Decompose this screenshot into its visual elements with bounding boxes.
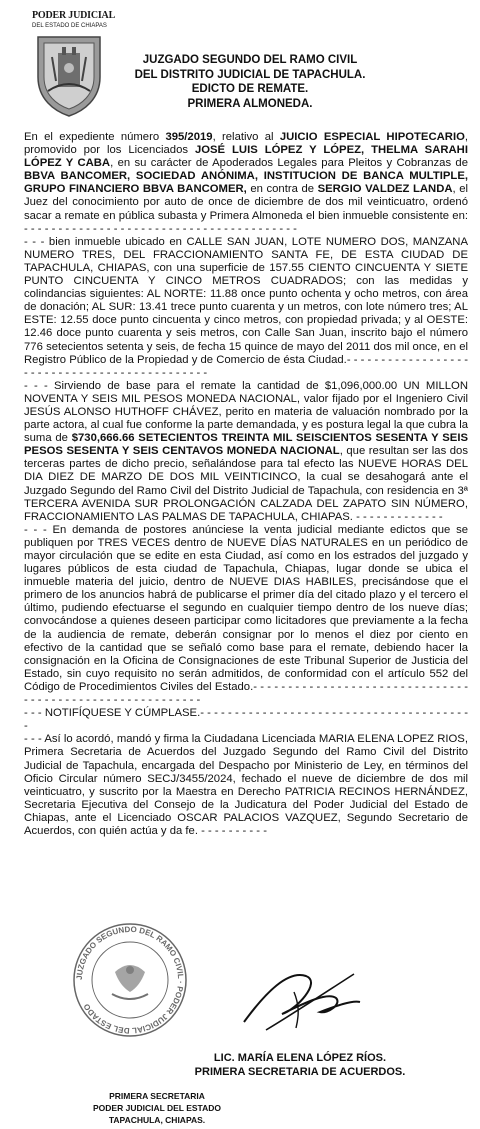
logo-title: PODER JUDICIAL: [32, 10, 116, 21]
trial-type: JUICIO ESPECIAL HIPOTECARIO: [279, 131, 465, 143]
paragraph-notify: - - - NOTIFÍQUESE Y CÚMPLASE.- - - - - - - - - - - - - - - - - - - - - - - - - - - - - - - - - - - - - - - -: [24, 707, 468, 733]
district-name: DEL DISTRITO JUDICIAL DE TAPACHULA.: [134, 68, 366, 81]
plaintiff: BBVA BANCOMER, SOCIEDAD ANÓNIMA, INSTITUCION DE BANCA MULTIPLE, GRUPO FINANCIERO BBVA BANCOMER,: [24, 170, 468, 196]
logo-subtitle: DEL ESTADO DE CHIAPAS: [32, 23, 107, 29]
attorneys: JOSÉ LUIS LÓPEZ Y LÓPEZ, THELMA SARAHI LÓPEZ Y CABA: [24, 144, 468, 170]
case-number: 395/2019: [165, 131, 213, 143]
signer-block: [150, 1051, 450, 1079]
paragraph-expediente: En el expediente número 395/2019, relativo al JUICIO ESPECIAL HIPOTECARIO, promovido por los Licenciados JOSÉ LUIS LÓPEZ Y LÓPEZ, THELMA SARAHI LÓPEZ Y CABA, en su carácter de Apoderados Legales para Pleitos y Cobranzas de BBVA BANCOMER, SOCIEDAD ANÓNIMA, INSTITUCION DE BANCA MULTIPLE, GRUPO FINANCIERO BBVA BANCOMER, en contra de SERGIO VALDEZ LANDA, el Juez del conocimiento por auto de once de diciembre de dos mil veinticuatro, ordenó sacar a remate en pública subasta y Primera Almoneda el bien inmueble consistente en: - - - - - - - - - - - - - - - - - - - - - - - - - - - - - - - - - - - - - - - -: [24, 131, 469, 235]
paragraph-base-price: - - - Sirviendo de base para el remate la cantidad de $1,096,000.00 UN MILLON NOVENTA Y SEIS MIL PESOS MONEDA NACIONAL, valor fijado por el Ingeniero Civil JESÚS ALONSO HUTHOFF CHÁVEZ, perito en materia de valuación nombrado por la parte actora, al cual fue conforme la parte demandada, y es postura legal la que cubra la suma de $730,666.66 SETECIENTOS TREINTA MIL SEISCIENTOS SESENTA Y SEIS PESOS SESENTA Y SEIS CENTAVOS MONEDA NACIONAL, que resultan ser las dos terceras partes de dicho precio, señalándose para tal efecto las NUEVE HORAS DEL DIA DIEZ DE MARZO DE DOS MIL VEINTICINCO, la cual se desahogará ante el Juzgado Segundo del Ramo Civil del Distrito Judicial de Tapachula, con residencia en 3ª TERCERA AVENIDA SUR PROLONGACIÓN CALZADA DEL ZAPATO SIN NÚMERO, FRACCIONAMIENTO LAS PALMAS DE TAPACHULA, CHIAPAS. - - - - - - - - - - - - -: [24, 379, 469, 523]
defendant: SERGIO VALDEZ LANDA: [317, 183, 453, 196]
stamp-line-3: TAPACHULA, CHIAPAS.: [108, 1115, 206, 1125]
paragraph-publication: - - - En demanda de postores anúnciese la venta judicial mediante edictos que se publiquen por TRES VECES dentro de NUEVE DÍAS NATURALES en un periódico de mayor circulación que se edite en esta Ciudad, así como en los estrados del juzgado y lugares públicos de esta ciudad de Tapachula, Chiapas, lugar donde se ubica el inmueble materia del juicio, dentro de NUEVE DIAS HABILES, precisándose que el primero de los anuncios habrá de publicarse el primer día del citado plazo y el tercero el último, pudiendo efectuarse el segundo en cualquier tiempo dentro de los nueve días; convocándose a quienes deseen participar como licitadores que previamente a la fecha de la audiencia de remate, deberán consignar por lo menos el diez por ciento en efectivo de la cantidad que se señaló como base para el remate, debiendo hacer la consignación en la Oficina de Consignaciones de este Tribunal Superior de Justicia del Estado, sin cuyo requisito no serán admitidos, de conformidad con el artículo 552 del Código de Procedimientos Civiles del Estado.- - - - - - - - - - - - - - - - - - - - - - - - - - - - - - - - - - - - - - - - - - - - - - - - - - - - - - - - -: [24, 523, 468, 707]
court-name: JUZGADO SEGUNDO DEL RAMO CIVIL: [142, 54, 358, 66]
stamp-line-2: PODER JUDICIAL DEL ESTADO: [93, 1103, 221, 1113]
document-type: EDICTO DE REMATE.: [191, 83, 309, 95]
signer-name: LIC. MARÍA ELENA LÓPEZ RÍOS.: [213, 1052, 387, 1064]
paragraph-signature: - - - Así lo acordó, mandó y firma la Ciudadana Licenciada MARIA ELENA LOPEZ RIOS, Primera Secretaria de Acuerdos del Juzgado Segundo del Ramo Civil del Distrito Judicial de Tapachula, encargada del Despacho por Ministerio de Ley, en términos del Oficio Circular número SECJ/3455/2024, fechado el nueve de diciembre de dos mil veinticuatro, y suscrito por la Maestra en Derecho PATRICIA RECINOS HERNÁNDEZ, Secretaria Ejecutiva del Consejo de la Judicatura del Poder Judicial del Estado de Chiapas, ante el Licenciado OSCAR PALACIOS VAZQUEZ, Segundo Secretario de Acuerdos, con quién actúa y da fe. - - - - - - - - - -: [24, 733, 468, 837]
almoneda-label: PRIMERA ALMONEDA.: [187, 97, 313, 110]
stamp-line-1: PRIMERA SECRETARIA: [109, 1091, 205, 1101]
document-heading: [100, 53, 400, 111]
legal-bid: $730,666.66 SETECIENTOS TREINTA MIL SEISCIENTOS SESENTA Y SEIS PESOS SESENTA Y SEIS CENTAVOS MONEDA NACIONAL: [24, 432, 469, 458]
seal-text: JUZGADO SEGUNDO DEL RAMO CIVIL · PODER JUDICIAL DEL ESTADO: [74, 924, 186, 1036]
edicto-body: [24, 131, 468, 838]
office-stamp: [72, 1090, 242, 1126]
signer-role: PRIMERA SECRETARIA DE ACUERDOS.: [194, 1066, 406, 1078]
coat-of-arms-icon: [34, 33, 104, 118]
handwritten-signature: [236, 952, 366, 1042]
paragraph-property: - - - bien inmueble ubicado en CALLE SAN JUAN, LOTE NUMERO DOS, MANZANA NUMERO TRES, DEL FRACCIONAMIENTO SANTA FE, DE ESTA CIUDAD DE TAPACHULA, CHIAPAS, con una superficie de 157.55 CIENTO CINCUENTA Y SIETE PUNTO CINCUENTA Y CINCO METROS CUADRADOS; con las medidas y colindancias siguientes: AL NORTE: 11.88 once punto ochenta y ocho metros, con área de donación; AL SUR: 13.41 trece punto cuarenta y un metros, con lote número tres; AL ESTE: 12.55 doce punto cincuenta y cinco metros, con propiedad privada; y al OESTE: 12.46 doce punto cuarenta y seis metros, con Calle San Juan, inscrito bajo el número 776 setecientos setenta y seis, de fecha 15 quince de mayo del 2011 dos mil once, en el Registro Público de la Propiedad y de Comercio de ésta Ciudad.- - - - - - - - - - - - - - - - - - - - - - - - - - - - - - - - - - - - - - - - - - - - -: [24, 235, 468, 379]
court-seal-icon: [70, 920, 190, 1040]
